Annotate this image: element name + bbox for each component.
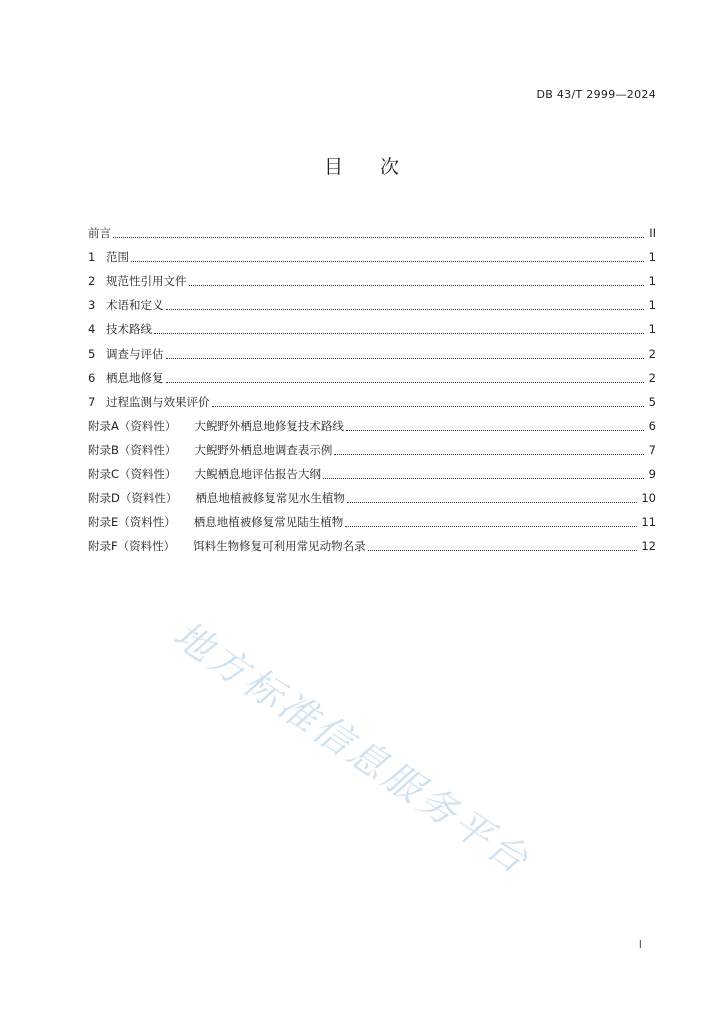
annex-title: 大鲵栖息地评估报告大纲 (194, 467, 322, 482)
watermark: 地方标准信息服务平台 (165, 612, 539, 884)
leader-dots (212, 405, 645, 407)
toc-page: 1 (648, 274, 656, 289)
annex-label: 附录D（资料性） (88, 491, 178, 506)
annex-title: 栖息地植被修复常见水生植物 (195, 491, 345, 506)
toc-entry-5[interactable] (88, 336, 656, 360)
annex-label: 附录F（资料性） (88, 539, 176, 554)
leader-dots (347, 501, 638, 503)
leader-dots (346, 429, 644, 431)
toc-label: 技术路线 (106, 322, 152, 337)
toc-page: II (649, 226, 656, 241)
toc-annex-c[interactable] (88, 457, 656, 481)
title-char-1: 目 (323, 156, 344, 178)
toc-page: 5 (648, 394, 656, 409)
toc-label: 范围 (106, 250, 129, 265)
toc-entry-6[interactable] (88, 361, 656, 385)
toc-entry-1[interactable] (88, 240, 656, 264)
toc-number: 3 (88, 298, 96, 313)
leader-dots (368, 549, 638, 551)
toc-label: 过程监测与效果评价 (106, 394, 210, 409)
annex-title: 栖息地植被修复常见陆生植物 (193, 515, 344, 530)
annex-label: 附录B（资料性） (88, 442, 177, 457)
toc-entry-3[interactable] (88, 288, 656, 312)
annex-label: 附录E（资料性） (88, 515, 176, 530)
toc-entry-2[interactable] (88, 264, 656, 288)
toc-page: 1 (648, 322, 656, 337)
toc-label: 栖息地修复 (106, 370, 164, 385)
leader-dots (154, 332, 644, 334)
annex-label: 附录C（资料性） (88, 467, 177, 482)
toc-number: 4 (88, 322, 96, 337)
title-char-2: 次 (380, 156, 401, 178)
leader-dots (334, 453, 644, 455)
toc-annex-b[interactable] (88, 433, 656, 457)
toc-entry-foreword[interactable] (88, 216, 656, 240)
toc-number: 1 (88, 250, 96, 265)
toc-number: 6 (88, 370, 96, 385)
toc-page: 2 (648, 346, 656, 361)
toc-page: 12 (641, 539, 656, 554)
toc-annex-f[interactable] (88, 529, 656, 553)
toc-page: 7 (648, 442, 656, 457)
leader-dots (131, 260, 644, 262)
toc-entry-4[interactable] (88, 312, 656, 336)
toc-page: 11 (641, 515, 656, 530)
toc-number: 7 (88, 394, 96, 409)
toc-annex-e[interactable] (88, 505, 656, 529)
annex-label: 附录A（资料性） (88, 418, 177, 433)
toc-number: 5 (88, 346, 96, 361)
toc-annex-d[interactable] (88, 481, 656, 505)
leader-dots (323, 477, 644, 479)
toc-label: 前言 (88, 226, 111, 241)
toc-page: 10 (641, 491, 656, 506)
toc-page: 2 (648, 370, 656, 385)
toc-page: 6 (648, 418, 656, 433)
toc-page: 1 (648, 250, 656, 265)
toc-entry-7[interactable] (88, 385, 656, 409)
toc-page: 1 (648, 298, 656, 313)
toc-number: 2 (88, 274, 96, 289)
page-number: I (638, 938, 642, 951)
leader-dots (345, 525, 637, 527)
toc-annex-a[interactable] (88, 409, 656, 433)
toc-label: 术语和定义 (106, 298, 164, 313)
leader-dots (166, 357, 645, 359)
annex-title: 大鲵野外栖息地调查表示例 (194, 442, 333, 457)
page-title (0, 152, 724, 179)
toc-label: 规范性引用文件 (106, 274, 187, 289)
leader-dots (189, 284, 645, 286)
toc-label: 调查与评估 (106, 346, 164, 361)
leader-dots (113, 236, 644, 238)
table-of-contents (88, 216, 656, 553)
toc-page: 9 (648, 467, 656, 482)
leader-dots (166, 381, 645, 383)
annex-title: 大鲵野外栖息地修复技术路线 (194, 418, 344, 433)
document-code: DB 43/T 2999—2024 (536, 88, 656, 101)
annex-title: 饵料生物修复可利用常见动物名录 (193, 539, 366, 554)
leader-dots (166, 308, 645, 310)
